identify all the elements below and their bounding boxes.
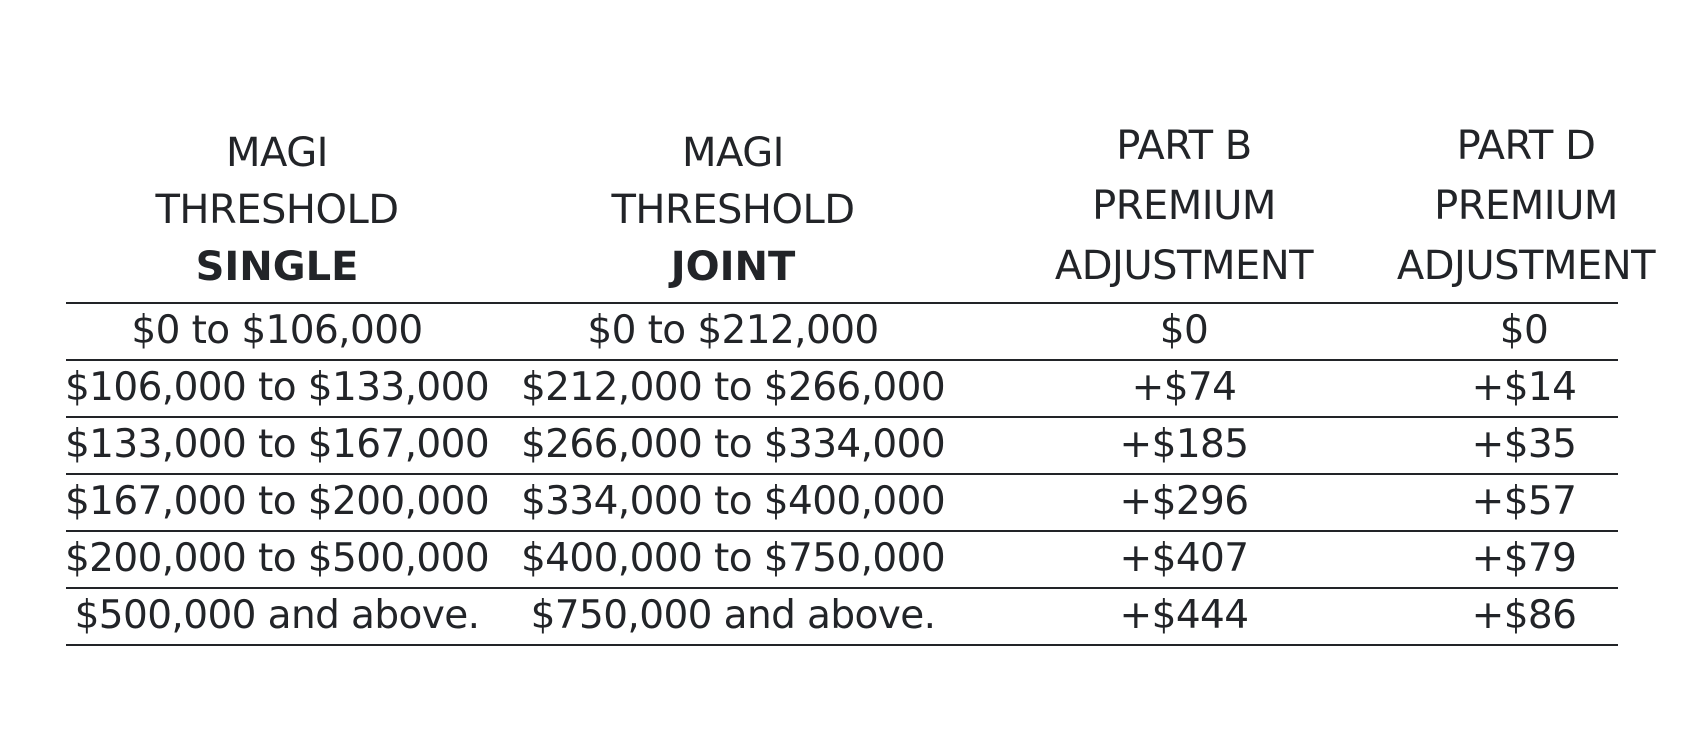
header-line: PREMIUM xyxy=(1434,183,1618,229)
header-magi-single xyxy=(66,125,488,296)
cell-part-b: +$407 xyxy=(1119,536,1249,581)
cell-single: $106,000 to $133,000 xyxy=(64,365,490,410)
cell-joint: $266,000 to $334,000 xyxy=(520,422,946,467)
header-emphasis: JOINT xyxy=(670,244,796,290)
cell-part-b: $0 xyxy=(1159,308,1209,353)
cell-joint: $212,000 to $266,000 xyxy=(520,365,946,410)
cell-part-d: +$35 xyxy=(1471,422,1577,467)
header-line: MAGI xyxy=(226,130,328,176)
header-line: ADJUSTMENT xyxy=(1054,243,1314,289)
cell-part-d: +$79 xyxy=(1471,536,1577,581)
table-row xyxy=(66,589,1618,646)
header-part-d xyxy=(1308,116,1694,296)
cell-part-b: +$74 xyxy=(1131,365,1237,410)
header-line: PREMIUM xyxy=(1092,183,1276,229)
table-header xyxy=(66,118,1656,304)
cell-joint: $334,000 to $400,000 xyxy=(520,479,946,524)
header-magi-joint xyxy=(508,125,958,296)
cell-single: $500,000 and above. xyxy=(74,593,480,638)
cell-part-d: $0 xyxy=(1499,308,1549,353)
header-line: PART B xyxy=(1116,123,1252,169)
table-row xyxy=(66,361,1618,418)
cell-joint: $400,000 to $750,000 xyxy=(520,536,946,581)
cell-part-d: +$57 xyxy=(1471,479,1577,524)
cell-single: $167,000 to $200,000 xyxy=(64,479,490,524)
table-row xyxy=(66,304,1618,361)
table-row xyxy=(66,418,1618,475)
header-line: THRESHOLD xyxy=(611,187,855,233)
cell-joint: $750,000 and above. xyxy=(530,593,936,638)
cell-single: $200,000 to $500,000 xyxy=(64,536,490,581)
table-row xyxy=(66,475,1618,532)
cell-part-b: +$185 xyxy=(1119,422,1249,467)
cell-part-d: +$86 xyxy=(1471,593,1577,638)
header-line: ADJUSTMENT xyxy=(1396,243,1656,289)
header-line: MAGI xyxy=(682,130,784,176)
header-line: THRESHOLD xyxy=(155,187,399,233)
cell-joint: $0 to $212,000 xyxy=(587,308,879,353)
cell-part-b: +$296 xyxy=(1119,479,1249,524)
premium-adjustment-table xyxy=(64,118,1656,646)
cell-part-d: +$14 xyxy=(1471,365,1577,410)
header-emphasis: SINGLE xyxy=(195,244,359,290)
cell-single: $0 to $106,000 xyxy=(131,308,423,353)
cell-part-b: +$444 xyxy=(1119,593,1249,638)
header-line: PART D xyxy=(1456,123,1596,169)
cell-single: $133,000 to $167,000 xyxy=(64,422,490,467)
table-row xyxy=(66,532,1618,589)
